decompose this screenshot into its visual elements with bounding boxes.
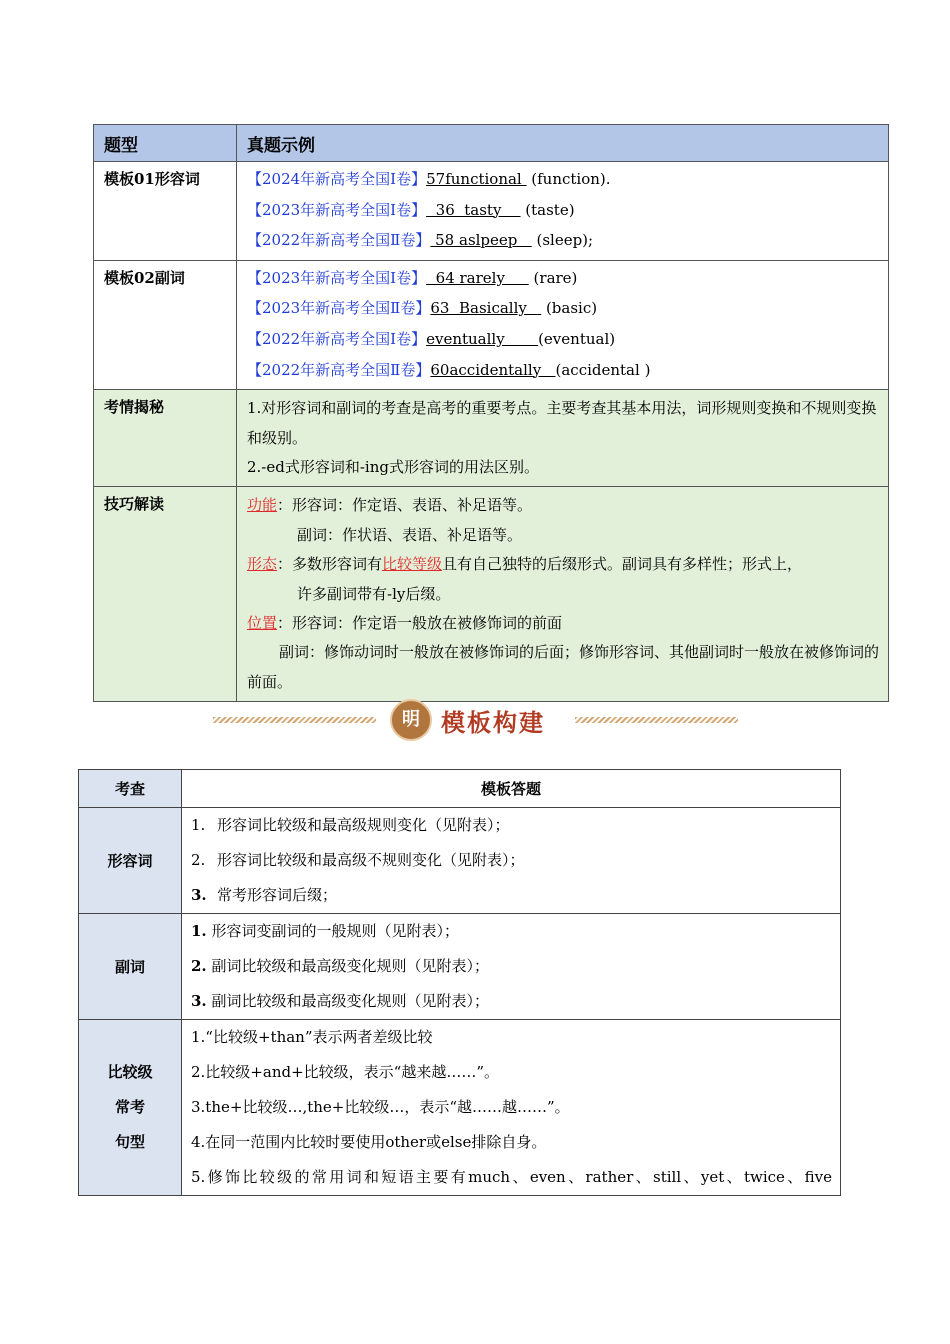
section-banner xyxy=(213,695,738,745)
example-line: 【2023年新高考全国Ⅰ卷】 36 tasty (taste) xyxy=(247,200,575,219)
row-kaoqing xyxy=(94,390,889,487)
row-label: 技巧解读 xyxy=(94,487,237,702)
banner-title: 模板构建 xyxy=(441,708,545,737)
list-item: 5.修饰比较级的常用词和短语主要有much、even、rather、still、yet、twice、five xyxy=(191,1168,832,1186)
position-line: 位置：形容词：作定语一般放在被修饰词的前面 xyxy=(247,614,563,632)
header-check: 考查 xyxy=(79,770,182,808)
row-label: 模板01形容词 xyxy=(94,162,237,261)
list-item: 3. 常考形容词后缀； xyxy=(191,886,338,904)
row-jiqiao xyxy=(94,487,889,702)
form-line-2: 许多副词带有-ly后缀。 xyxy=(297,584,451,603)
position-line-2: 副词：修饰动词时一般放在被修饰词的后面；修饰形容词、其他副词时一般放在被修饰词的前面。 xyxy=(247,643,880,691)
list-item: 1. 形容词变副词的一般规则（见附表）； xyxy=(191,922,459,940)
header-examples: 真题示例 xyxy=(237,125,889,162)
row-label: 模板02副词 xyxy=(94,260,237,389)
row-comparative xyxy=(79,1020,841,1196)
list-item: 4.在同一范围内比较时要使用other或else排除自身。 xyxy=(191,1133,547,1151)
row-label: 形容词 xyxy=(79,808,182,914)
example-line: 【2023年新高考全国Ⅱ卷】63 Basically (basic) xyxy=(247,299,598,318)
header-type: 题型 xyxy=(94,125,237,162)
row-adverb xyxy=(94,260,889,389)
list-item: 1.“比较级+than”表示两者差级比较 xyxy=(191,1028,433,1046)
banner-stripe-left xyxy=(213,717,376,723)
example-line: 【2022年新高考全国Ⅰ卷】eventually (eventual) xyxy=(247,329,616,348)
row-adverb xyxy=(79,914,841,1020)
row-label: 副词 xyxy=(79,914,182,1020)
list-item: 3. 副词比较级和最高级变化规则（见附表）； xyxy=(191,992,489,1010)
list-item: 1. 形容词比较级和最高级规则变化（见附表）； xyxy=(191,816,510,834)
function-line: 功能：形容词：作定语、表语、补足语等。 xyxy=(247,496,533,515)
banner-stripe-right xyxy=(575,717,738,723)
list-item: 2. 副词比较级和最高级变化规则（见附表）； xyxy=(191,957,489,975)
banner-badge-icon: 明 xyxy=(390,699,432,741)
header-template: 模板答题 xyxy=(182,770,841,808)
row-adjective xyxy=(94,162,889,261)
kaoqing-point: 1.对形容词和副词的考查是高考的重要考点。主要考查其基本用法，词形规则变换和不规则变换和级别。 xyxy=(247,399,877,447)
example-line: 【2023年新高考全国Ⅰ卷】 64 rarely (rare) xyxy=(247,268,578,287)
example-line: 【2024年新高考全国Ⅰ卷】57functional (function). xyxy=(247,170,611,188)
row-label: 考情揭秘 xyxy=(94,390,237,487)
exam-examples-table xyxy=(93,124,889,702)
form-line: 形态：多数形容词有比较等级且有自己独特的后缀形式。副词具有多样性；形式上， xyxy=(247,555,803,574)
list-item: 3.the+比较级…,the+比较级…，表示“越……越……”。 xyxy=(191,1098,570,1116)
kaoqing-point: 2.-ed式形容词和-ing式形容词的用法区别。 xyxy=(247,457,539,476)
list-item: 2. 形容词比较级和最高级不规则变化（见附表）； xyxy=(191,851,525,869)
template-answer-table xyxy=(78,769,841,1196)
example-line: 【2022年新高考全国Ⅱ卷】 58 aslpeep (sleep); xyxy=(247,231,594,250)
example-line: 【2022年新高考全国Ⅱ卷】60accidentally (accidental ) xyxy=(247,360,651,379)
list-item: 2.比较级+and+比较级，表示“越来越……”。 xyxy=(191,1063,499,1081)
row-adjective xyxy=(79,808,841,914)
row-label: 比较级 常考 句型 xyxy=(79,1020,182,1196)
function-line-2: 副词：作状语、表语、补足语等。 xyxy=(297,525,523,544)
